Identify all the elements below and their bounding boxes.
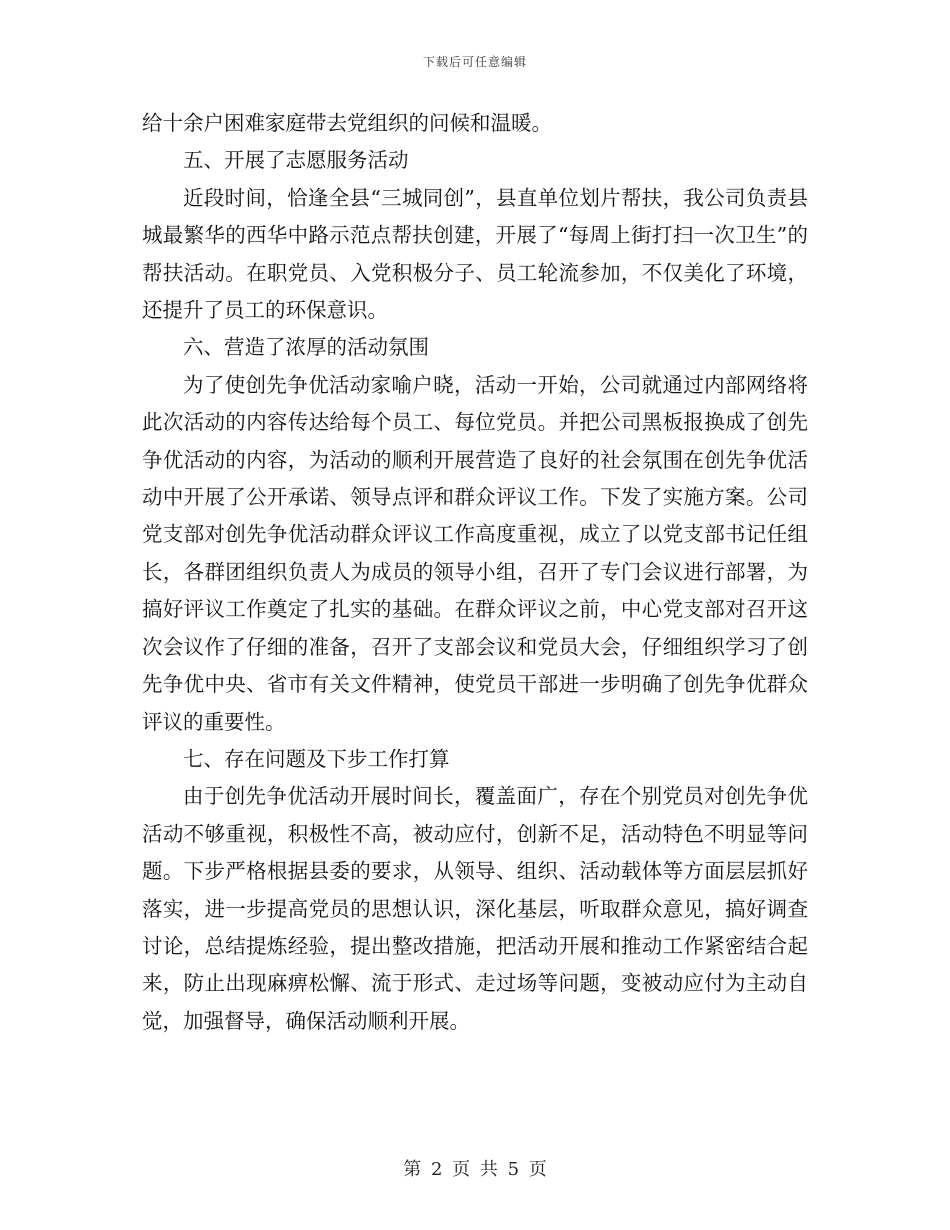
paragraph-activity-atmosphere: 为了使创先争优活动家喻户晓，活动一开始，公司就通过内部网络将此次活动的内容传达给每个员工、每位党员。并把公司黑板报换成了创先争优活动的内容，为活动的顺利开展营造了良好的社会氛围在创先争优活动中开展了公开承诺、领导点评和群众评议工作。下发了实施方案。公司党支部对创先争优活动群众评议工作高度重视，成立了以党支部书记任组长，各群团组织负责人为成员的领导小组，召开了专门会议进行部署，为搞好评议工作奠定了扎实的基础。在群众评议之前，中心党支部对召开这次会议作了仔细的准备，召开了支部会议和党员大会，仔细组织学习了创先争优中央、省市有关文件精神，使党员干部进一步明确了创先争优群众评议的重要性。	[142, 372, 808, 734]
paragraph-volunteer-service: 近段时间，恰逢全县“三城同创”，县直单位划片帮扶，我公司负责县城最繁华的西华中路示范点帮扶创建，开展了“每周上街打扫一次卫生”的帮扶活动。在职党员、入党积极分子、员工轮流参加，不仅美化了环境，还提升了员工的环保意识。	[142, 185, 808, 323]
page-footer	[0, 1155, 950, 1181]
page-header	[0, 53, 950, 70]
document-body	[142, 105, 808, 1040]
paragraph-problems-plans: 由于创先争优活动开展时间长，覆盖面广，存在个别党员对创先争优活动不够重视，积极性不高，被动应付，创新不足，活动特色不明显等问题。下步严格根据县委的要求，从领导、组织、活动载体等方面层层抓好落实，进一步提高党员的思想认识，深化基层，听取群众意见，搞好调查讨论，总结提炼经验，提出整改措施，把活动开展和推动工作紧密结合起来，防止出现麻痹松懈、流于形式、走过场等问题，变被动应付为主动自觉，加强督导，确保活动顺利开展。	[142, 784, 808, 1033]
header-note: 下载后可任意编辑	[422, 55, 527, 69]
section-heading-6: 六、营造了浓厚的活动氛围	[183, 335, 429, 360]
page-number: 第 2 页 共 5 页	[403, 1159, 547, 1180]
section-heading-5: 五、开展了志愿服务活动	[183, 148, 409, 173]
section-heading-7: 七、存在问题及下步工作打算	[183, 746, 450, 771]
paragraph-continued: 给十余户困难家庭带去党组织的问候和温暖。	[142, 111, 552, 135]
